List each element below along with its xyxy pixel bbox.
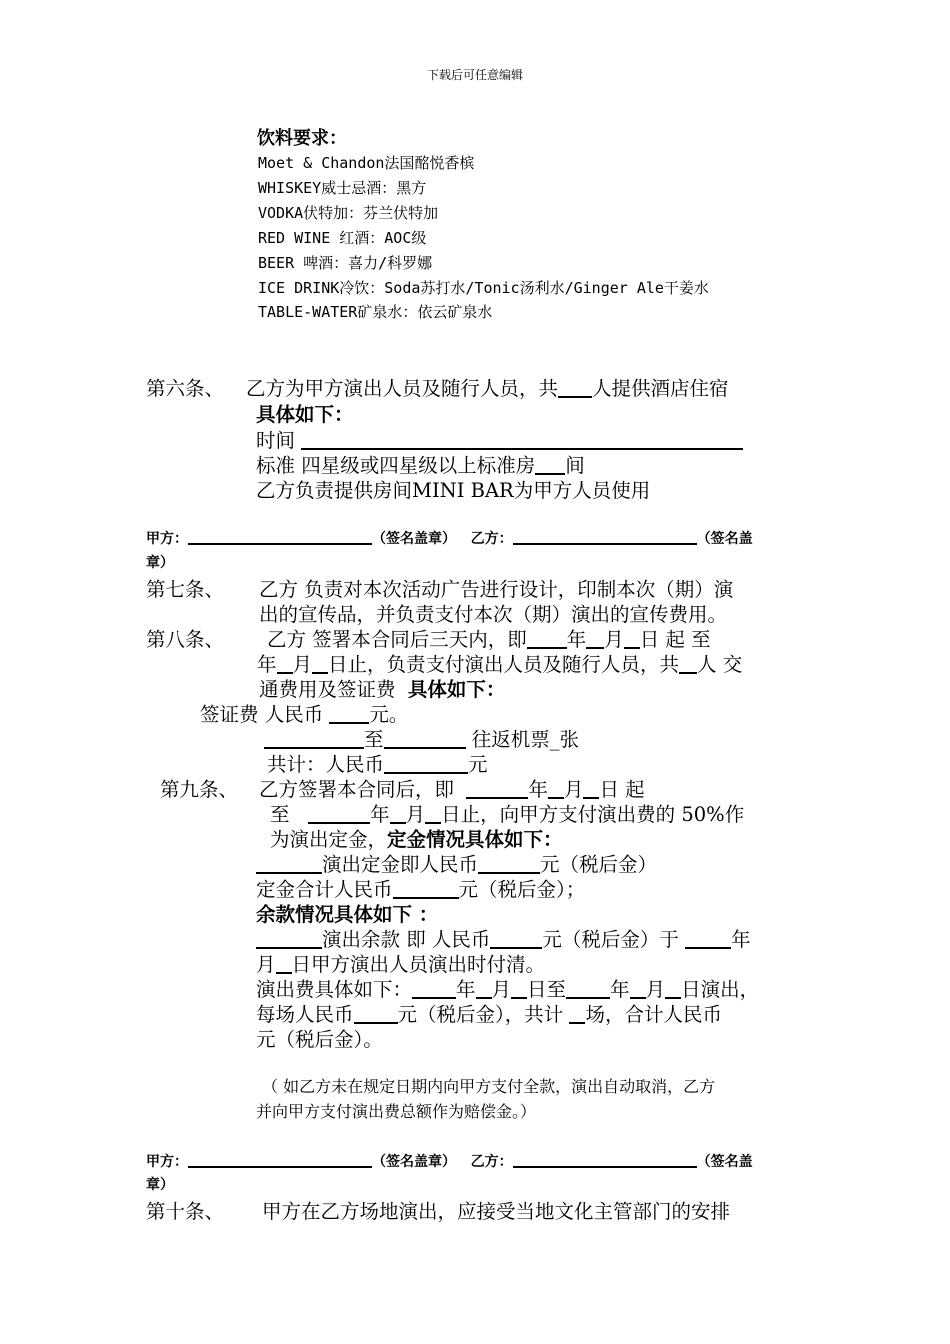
article-9-line: 至 年 月 日止，向甲方支付演出费的 50%作 [270, 803, 745, 826]
article-7-label: 第七条、 [146, 578, 225, 601]
balance-line: 演出余款 即 人民币 元（税后金）于 年 [256, 924, 751, 952]
beverage-item: BEER 啤酒：喜力/科罗娜 [258, 254, 433, 272]
article-9-label: 第九条、 [160, 778, 239, 801]
article-8-ticket: 至 往返机票_张 [264, 724, 579, 752]
article-9-line: 为演出定金，定金情况具体如下： [270, 828, 563, 851]
article-8-line: 乙方 签署本合同后三天内，即 年 月 日 起 至 [267, 628, 711, 651]
signature-seal-end: 章） [146, 1177, 174, 1193]
beverage-item: Moet & Chandon法国酩悦香槟 [258, 154, 475, 172]
penalty-note: 并向甲方支付演出费总额作为赔偿金。） [256, 1102, 537, 1121]
article-6-detail-title: 具体如下： [256, 403, 354, 426]
article-6-line: 乙方为甲方演出人员及随行人员，共 人提供酒店住宿 [246, 377, 729, 400]
article-8-visa: 签证费 人民币 元。 [200, 703, 409, 726]
article-6-time: 时间 [256, 425, 743, 453]
deposit-line: 演出定金即人民币 元（税后金） [256, 849, 657, 877]
beverage-item: RED WINE 红酒：AOC级 [258, 229, 427, 247]
article-7-line: 乙方 负责对本次活动广告进行设计，印制本次（期）演 [259, 578, 734, 601]
article-9-line: 乙方签署本合同后，即 年 月 日 起 [259, 778, 645, 801]
beverage-item: VODKA伏特加：芬兰伏特加 [258, 204, 439, 222]
article-8-total: 共计：人民币 元 [267, 753, 488, 776]
article-6-standard: 标准 四星级或四星级以上标准房 间 [256, 454, 585, 477]
fee-line: 元（税后金）。 [256, 1028, 383, 1051]
deposit-total: 定金合计人民币 元（税后金）； [256, 878, 586, 901]
beverage-item: ICE DRINK冷饮：Soda苏打水/Tonic汤利水/Ginger Ale干姜水 [258, 279, 709, 297]
signature-line: 甲方： （签名盖章） 乙方： （签名盖 [146, 531, 753, 547]
beverage-item: WHISKEY威士忌酒：黑方 [258, 179, 427, 197]
fee-line: 每场人民币 元（税后金），共计 场，合计人民币 [256, 1003, 722, 1026]
article-7-line: 出的宣传品，并负责支付本次（期）演出的宣传费用。 [259, 603, 728, 626]
penalty-note: （ 如乙方未在规定日期内向甲方支付全款，演出自动取消，乙方 [262, 1077, 716, 1096]
article-10-line: 甲方在乙方场地演出，应接受当地文化主管部门的安排 [262, 1200, 731, 1223]
page-header: 下载后可任意编辑 [426, 68, 523, 82]
article-8-label: 第八条、 [146, 628, 225, 651]
fee-line: 演出费具体如下： 年 月 日至 年 月 日演出， [256, 978, 760, 1001]
signature-line: 甲方： （签名盖章） 乙方： （签名盖 [146, 1154, 753, 1170]
article-6-label: 第六条、 [146, 377, 225, 400]
balance-title: 余款情况具体如下 ： [256, 903, 439, 926]
beverage-item: TABLE-WATER矿泉水：依云矿泉水 [258, 303, 493, 321]
article-8-line: 通费用及签证费 具体如下： [259, 678, 506, 701]
beverage-title: 饮料要求： [257, 128, 347, 149]
article-10-label: 第十条、 [146, 1200, 225, 1223]
article-6-minibar: 乙方负责提供房间MINI BAR为甲方人员使用 [256, 479, 651, 502]
balance-line: 月 日甲方演出人员演出时付清。 [256, 953, 546, 976]
article-8-line: 年 月 日止，负责支付演出人员及随行人员，共 人 交 [257, 653, 743, 676]
signature-seal-end: 章） [146, 555, 174, 571]
